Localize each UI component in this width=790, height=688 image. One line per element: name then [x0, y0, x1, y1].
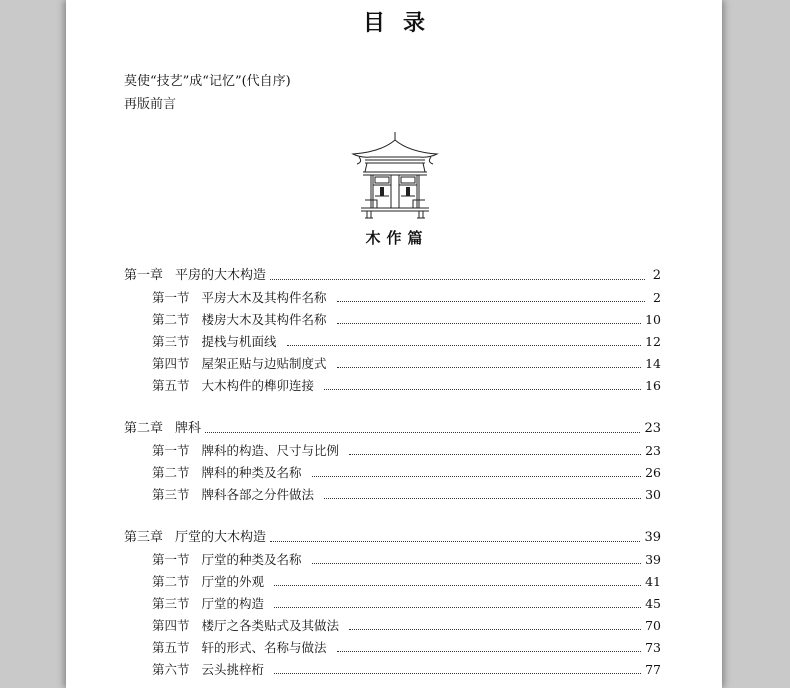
- page-number: 16: [645, 378, 661, 393]
- toc-section[interactable]: [152, 333, 661, 351]
- preface-entry[interactable]: 莫使“技艺”成“记忆”(代自序): [124, 74, 291, 89]
- toc-title: 目录: [362, 10, 443, 36]
- page-number: 70: [645, 618, 661, 633]
- page-number: 2: [652, 268, 661, 283]
- toc-section[interactable]: [152, 661, 661, 679]
- section-number: 第三节: [152, 487, 190, 502]
- dot-leader: [337, 650, 642, 652]
- toc-chapter-2[interactable]: [124, 420, 661, 438]
- section-number: 第三节: [152, 334, 190, 349]
- section-number: 第一节: [152, 290, 190, 305]
- section-number: 第二节: [152, 312, 190, 327]
- toc-section[interactable]: [152, 355, 661, 373]
- pavilion-icon: [351, 130, 439, 222]
- page-number: 14: [645, 356, 661, 371]
- toc-section[interactable]: [152, 442, 661, 460]
- part-title: 木作篇: [365, 229, 429, 247]
- dot-leader: [274, 672, 641, 674]
- chapter-number: 第三章: [124, 530, 164, 545]
- section-number: 第二节: [152, 465, 190, 480]
- dot-leader: [205, 431, 640, 433]
- page-number: 2: [653, 290, 661, 305]
- dot-leader: [312, 562, 642, 564]
- section-number: 第六节: [152, 662, 190, 677]
- toc-chapter-1[interactable]: [124, 267, 661, 285]
- section-title: 牌科的种类及名称: [201, 465, 302, 480]
- section-number: 第五节: [152, 378, 190, 393]
- section-title: 云头挑梓桁: [201, 662, 265, 677]
- dot-leader: [324, 388, 641, 390]
- section-number: 第四节: [152, 618, 190, 633]
- dot-leader: [270, 540, 640, 542]
- page-number: 23: [645, 443, 661, 458]
- section-title: 提栈与机面线: [201, 334, 277, 349]
- dot-leader: [270, 278, 645, 280]
- section-number: 第一节: [152, 552, 190, 567]
- toc-section[interactable]: [152, 573, 661, 591]
- page-number: 39: [644, 530, 661, 545]
- section-title: 平房大木及其构件名称: [201, 290, 327, 305]
- toc-section[interactable]: [152, 639, 661, 657]
- chapter-title: 厅堂的大木构造: [175, 530, 267, 545]
- dot-leader: [274, 584, 641, 586]
- section-title: 轩的形式、名称与做法: [201, 640, 327, 655]
- dot-leader: [312, 475, 642, 477]
- preface-entry[interactable]: 再版前言: [124, 97, 177, 112]
- section-title: 厅堂的外观: [201, 574, 265, 589]
- page-number: 30: [645, 487, 661, 502]
- section-title: 大木构件的榫卯连接: [201, 378, 315, 393]
- chapter-number: 第二章: [124, 421, 164, 436]
- toc-section[interactable]: [152, 595, 661, 613]
- page-number: 77: [645, 662, 661, 677]
- dot-leader: [349, 453, 641, 455]
- page-number: 10: [645, 312, 661, 327]
- book-page: [66, 0, 722, 688]
- toc-section[interactable]: [152, 551, 661, 569]
- section-title: 牌科各部之分件做法: [201, 487, 315, 502]
- chapter-number: 第一章: [124, 268, 164, 283]
- page-number: 23: [644, 421, 661, 436]
- section-number: 第四节: [152, 356, 190, 371]
- section-number: 第二节: [152, 574, 190, 589]
- page-number: 12: [645, 334, 661, 349]
- section-number: 第三节: [152, 596, 190, 611]
- toc-chapter-3[interactable]: [124, 529, 661, 547]
- dot-leader: [337, 300, 645, 302]
- dot-leader: [324, 497, 641, 499]
- section-title: 厅堂的构造: [201, 596, 265, 611]
- chapter-title: 平房的大木构造: [175, 268, 267, 283]
- dot-leader: [337, 366, 642, 368]
- section-number: 第一节: [152, 443, 190, 458]
- section-title: 屋架正贴与边贴制度式: [201, 356, 327, 371]
- page-number: 73: [645, 640, 661, 655]
- toc-section[interactable]: [152, 289, 661, 307]
- page-number: 45: [645, 596, 661, 611]
- toc-section[interactable]: [152, 464, 661, 482]
- toc-section[interactable]: [152, 486, 661, 504]
- section-number: 第五节: [152, 640, 190, 655]
- section-title: 楼厅之各类贴式及其做法: [201, 618, 340, 633]
- dot-leader: [274, 606, 641, 608]
- dot-leader: [337, 322, 642, 324]
- section-title: 牌科的构造、尺寸与比例: [201, 443, 340, 458]
- page-number: 39: [645, 552, 661, 567]
- page-number: 26: [645, 465, 661, 480]
- toc-section[interactable]: [152, 377, 661, 395]
- toc-section[interactable]: [152, 311, 661, 329]
- dot-leader: [287, 344, 642, 346]
- toc-section[interactable]: [152, 617, 661, 635]
- section-title: 厅堂的种类及名称: [201, 552, 302, 567]
- page-number: 41: [645, 574, 661, 589]
- section-title: 楼房大木及其构件名称: [201, 312, 327, 327]
- chapter-title: 牌科: [175, 421, 202, 436]
- dot-leader: [349, 628, 641, 630]
